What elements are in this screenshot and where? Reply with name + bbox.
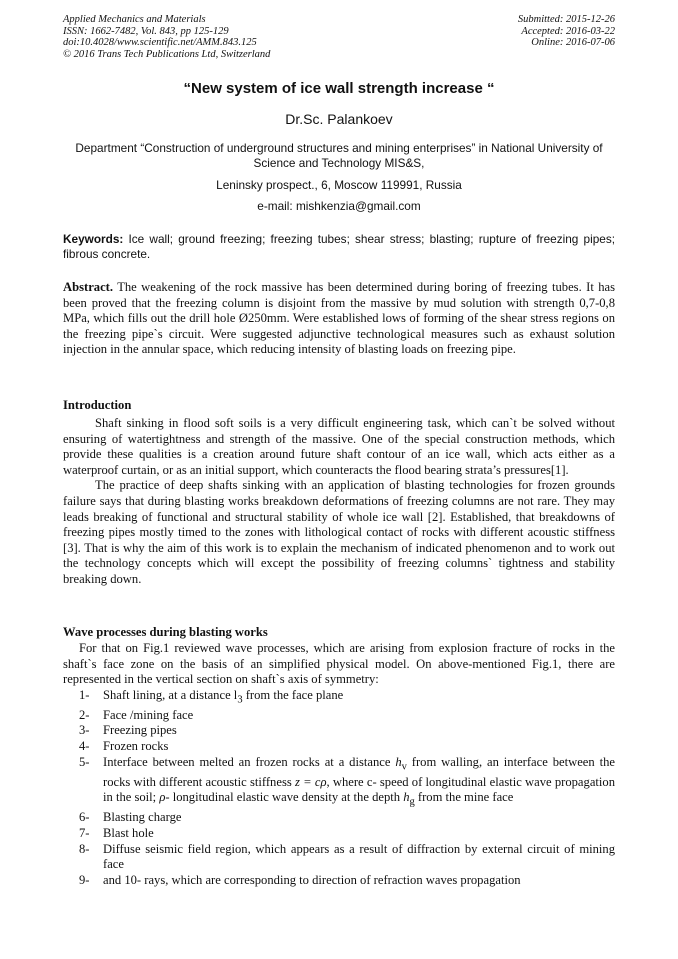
submitted-date: Submitted: 2015-12-26	[517, 14, 615, 25]
list-text: , where c- speed of longitudinal elastic wave propagation in the soil;	[103, 774, 615, 805]
math-symbol: h	[395, 754, 402, 769]
abstract-text: The weakening of the rock massive has been determined during boring of freezing tubes. It has been proved that the freezing column is disjoint from the massive by mud solution with strength 0,7-0,8 MPa, which fills out the drill hole Ø250mm. Were established lows of forming of the shear stress regions on the freezing pipe`s circuit. Were suggested adjunctive technological measures such as exhaust solution injection in the annular space, which reducing intensity of blasting loads on freezing pipe.	[63, 280, 615, 357]
keywords-label: Keywords:	[63, 232, 124, 246]
list-item	[63, 810, 615, 826]
keywords	[63, 232, 615, 262]
wave-section-heading: Wave processes during blasting works	[63, 625, 268, 639]
list-text: and 10- rays, which are corresponding to direction of refraction waves propagation	[103, 872, 521, 887]
list-number: 7-	[79, 826, 90, 841]
issn-line: ISSN: 1662-7482, Vol. 843, pp 125-129	[63, 25, 229, 37]
list-text: Freezing pipes	[103, 723, 177, 738]
journal-name: Applied Mechanics and Materials	[63, 14, 206, 25]
online-date: Online: 2016-07-06	[531, 37, 615, 49]
introduction-body	[63, 416, 615, 588]
email: e-mail: mishkenzia@gmail.com	[257, 199, 421, 213]
list-number: 1-	[79, 687, 90, 702]
list-number: 6-	[79, 810, 90, 825]
list-item	[63, 873, 615, 889]
list-number: 9-	[79, 872, 90, 887]
author-name: Dr.Sc. Palankoev	[285, 111, 393, 127]
intro-paragraph-2: The practice of deep shafts sinking with an application of blasting technologies for frozen grounds failure says that during blasting works breakdown deformations of freezing columns are not rare. They may leads breaking of functional and structural stability of whole ice wall [2]. Established, that breakdowns of freezing pipes mostly timed to the zones with lithological contact of rocks with different acoustic stiffness [3]. That is why the aim of this work is to explain the mechanism of indicated phenomenon and to work out the technology concepts which will except the possibility of freezing columns` tightness and stability breaking down.	[63, 478, 615, 586]
math-formula: z = cρ	[294, 774, 327, 789]
list-number: 8-	[79, 841, 90, 856]
affiliation: Department “Construction of underground structures and mining enterprises” in National University of Science and Technology MIS&S,	[75, 141, 603, 170]
wave-section-body	[63, 641, 615, 888]
list-item	[63, 708, 615, 724]
list-item	[63, 755, 615, 811]
copyright-line: © 2016 Trans Tech Publications Ltd, Switzerland	[63, 48, 271, 60]
list-text: Frozen rocks	[103, 739, 169, 754]
list-item	[63, 826, 615, 842]
journal-header	[63, 14, 270, 60]
list-text: from the face plane	[242, 687, 344, 702]
list-text: Interface between melted an frozen rocks at a distance	[103, 754, 396, 769]
abstract-label: Abstract.	[63, 280, 114, 294]
list-number: 4-	[79, 739, 90, 754]
figure-legend-list	[63, 688, 615, 889]
abstract	[63, 280, 615, 358]
subscript: 3	[237, 694, 243, 706]
list-text: Shaft lining, at a distance l	[103, 687, 238, 702]
address: Leninsky prospect., 6, Moscow 119991, Russia	[216, 178, 462, 192]
list-text: Blasting charge	[103, 810, 182, 825]
list-text: Diffuse seismic field region, which appears as a result of diffraction by external circuit of mining face	[103, 841, 615, 872]
list-number: 2-	[79, 707, 90, 722]
subscript: g	[409, 796, 415, 808]
list-number: 3-	[79, 723, 90, 738]
doi-line: doi:10.4028/www.scientific.net/AMM.843.125	[63, 37, 257, 49]
wave-intro-paragraph: For that on Fig.1 reviewed wave processes, which are arising from explosion fracture of rocks in the shaft`s face zone on the basis of an simplified physical model. On above-mentioned Fig.1, there are represented in the vertical section on shaft`s axis of symmetry:	[63, 641, 615, 687]
math-symbol: ρ	[159, 790, 166, 805]
list-item	[63, 688, 615, 708]
list-item	[63, 723, 615, 739]
intro-paragraph-1: Shaft sinking in flood soft soils is a very difficult engineering task, which can`t be solved without ensuring of watertightness and strength of the massive. One of the special construction methods, which provide these qualities is a creation around future shaft contour of an ice wall, which acts either as a waterproof curtain, or as an initial support, which counteracts the flood bearing strata’s pressures[1].	[63, 416, 615, 477]
list-item	[63, 842, 615, 873]
introduction-heading: Introduction	[63, 398, 132, 412]
dates-header	[518, 14, 615, 49]
subscript: v	[401, 761, 407, 773]
list-number: 5-	[79, 754, 90, 769]
list-text: Face /mining face	[103, 707, 194, 722]
list-text: - longitudinal elastic wave density at the depth	[165, 790, 404, 805]
list-text: from the mine face	[414, 790, 514, 805]
paper-title: “New system of ice wall strength increase “	[183, 80, 495, 97]
list-text: Blast hole	[103, 826, 154, 841]
keywords-text: Ice wall; ground freezing; freezing tubes; shear stress; blasting; rupture of freezing pipes; fibrous concrete.	[63, 232, 615, 261]
list-text: from walling, an interface between the rocks with different acoustic stiffness	[103, 754, 615, 789]
math-symbol: h	[403, 790, 410, 805]
list-item	[63, 739, 615, 755]
accepted-date: Accepted: 2016-03-22	[521, 25, 615, 37]
